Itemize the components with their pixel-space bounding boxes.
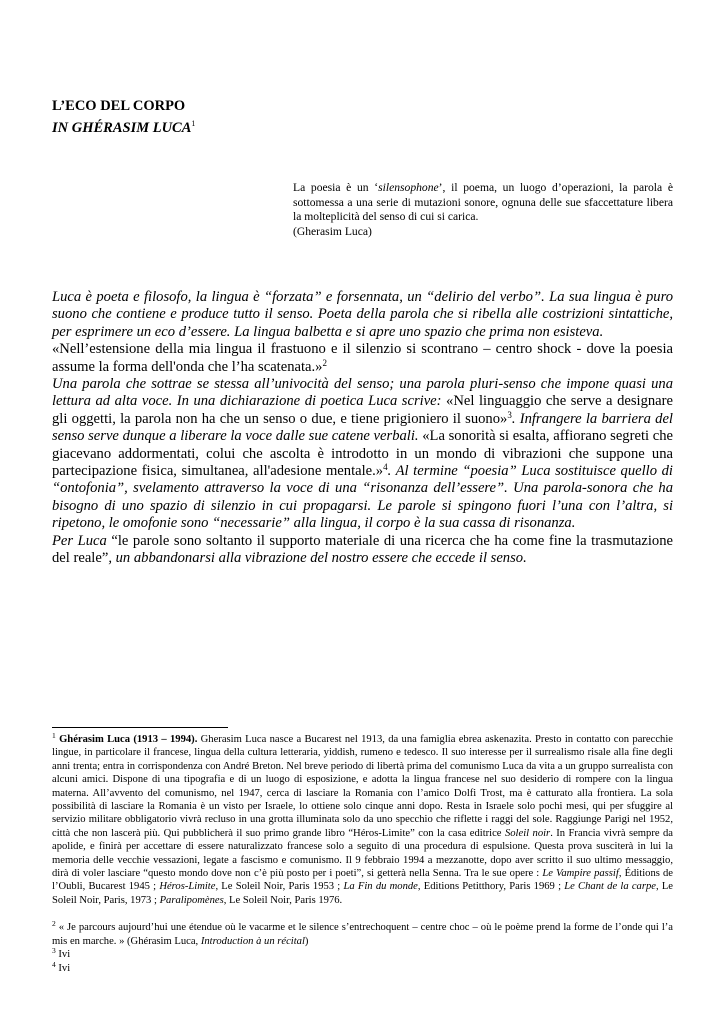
paragraph-3-c: . Infrangere la barriera del senso serve dunque a liberare la voce dalle sue catene verbali.: [52, 410, 673, 445]
footnote-3: [52, 948, 673, 961]
article-title: [52, 97, 195, 137]
paragraph-3-quote-1: «Nel linguaggio che serve a designare gli oggetti, la parola non ha che un senso o due, e tiene prigioniero il suono»: [52, 393, 673, 427]
paragraph-1: Luca è poeta e filosofo, la lingua è “forzata” e forsennata, un “delirio del verbo”. La sua lingua è puro suono che contiene e produce tutto il senso. Poeta della parola che si ribella alle costrizioni sintattiche, per esprimere un eco d’essere. La lingua balbetta e si apre uno spazio che prima non esisteva.: [52, 289, 673, 340]
paragraph-4-quote: “le parole sono soltanto il supporto materiale di una ricerca che ha come fine la trasmutazione del reale”: [52, 532, 673, 567]
footnotes: [52, 733, 673, 975]
footnote-1-i3: Héros-Limite: [159, 881, 216, 893]
footnote-4-mark: 4: [52, 959, 56, 969]
paragraph-3-quote-2: «La sonorità si esalta, affiorano segreti che giacevano addormentati, colui che ascolta è introdotto in un mondo di vibrazioni che suppone una partecipazione fisica, simultanea, all'adesione mentale.»: [52, 428, 673, 480]
footnote-1-t1: Gherasim Luca nasce a Bucarest nel 1913, da una famiglia ebrea askenazita. Presto in contatto con parecchie lingue, in particolare il francese, lingua della cultura letteraria, yiddish, rumeno e tedesco. Il suo interesse per il surrealismo risale alla fine degli anni trenta; entra in corrispondenza con André Breton. Nel breve periodo di libertà prima del comunismo Luca da vita a un gruppo surrealista con alcuni amici. Dispone di una tipografia e di un luogo di esposizione, e adotta la lingua francese nel suo desiderio di rompere con la lingua materna. All’avvento del comunismo, nel 1947, cerca di lasciare la Romania con l’amico Dolfi Trost, ma è catturato alla frontiera. La sola possibilità di lasciare la Romania è un visto per Israele, lo ottiene solo cinque anni dopo. Resta in Israele solo pochi mesi, qui per sfuggire al servizio militare obbligatorio vivrà recluso in una grotta illuminata solo da uno specchio che riflette i raggi del sole. Raggiunge Parigi nel 1952, città che non lascerà più. Qui pubblicherà il suo primo grande libro “Héros-Limite” con la casa editrice: [52, 734, 673, 839]
title-line-1: L’ECO DEL CORPO: [52, 98, 186, 114]
epigraph: [293, 181, 673, 239]
epigraph-text-a: La poesia è un ‘: [293, 181, 379, 194]
footnote-1-t4: , Le Soleil Noir, Paris 1953 ;: [215, 881, 344, 893]
footnote-4: [52, 959, 673, 975]
footnote-1-i4: La Fin du monde: [343, 881, 418, 893]
footnote-1-i5: Le Chant de la carpe: [564, 881, 656, 893]
epigraph-attribution: (Gherasim Luca): [293, 224, 372, 238]
footnote-3-mark: 3: [52, 946, 56, 956]
footnote-1-i6: Paralipomènes: [159, 894, 224, 906]
epigraph-text-b: ’, il poema, un luogo d’operazioni, la parola è sottomessa a una serie di mutazioni sonore, ognuna delle sue sfaccettature libera la molteplicità del senso di cui si carica.: [293, 181, 673, 224]
footnote-2-text: « Je parcours aujourd’hui une étendue où le vacarme et le silence s’entrechoquent – centre choc – où le poème prend la forme de l’onde qui l’a mis en marche. » (Ghérasim Luca,: [52, 922, 673, 947]
footnote-2: [52, 921, 673, 948]
footnote-1-i2: Le Vampire passif: [542, 868, 619, 880]
footnote-2-italic: Introduction à un récital: [200, 935, 305, 947]
paragraph-2: [52, 341, 673, 376]
paragraph-4-a: Per Luca: [52, 532, 107, 549]
footnote-3-text: Ivi: [55, 949, 71, 961]
footnote-2-mark: 2: [52, 919, 56, 929]
paragraph-4-c: , un abbandonarsi alla vibrazione del nostro essere che eccede il senso.: [108, 550, 527, 567]
epigraph-text-italic: silensophone: [378, 181, 439, 194]
paragraph-3-a: Una parola che sottrae se stessa all’univocità del senso; una parola pluri-senso che impone quasi una lettura ad alta voce. In una dichiarazione di poetica Luca scrive:: [52, 376, 673, 410]
footnote-1-t6: , Le Soleil Noir, Paris, 1973 ;: [52, 881, 674, 906]
paragraph-3: [52, 376, 673, 533]
footnote-2-close: ): [304, 935, 309, 947]
footnote-ref-3[interactable]: 3: [507, 409, 512, 420]
footnote-4-text: Ivi: [55, 962, 71, 974]
footnote-ref-2[interactable]: 2: [322, 357, 327, 368]
title-line-2-text: IN GHÉRASIM LUCA: [52, 120, 192, 136]
paragraph-2-text: «Nell’estensione della mia lingua il frastuono e il silenzio si scontrano – centro shock - dove la poesia assume la forma dell'onda che l’ha scatenata.»: [52, 341, 673, 375]
footnote-1-mark: 1: [52, 731, 56, 740]
footnote-1-t5: , Editions Petitthory, Paris 1969 ;: [417, 881, 565, 893]
footnote-ref-1[interactable]: 1: [191, 119, 196, 128]
footnote-gap: [52, 907, 673, 921]
footnote-ref-4[interactable]: 4: [383, 462, 388, 473]
footnote-1-name: Ghérasim Luca (1913 – 1994).: [59, 734, 198, 745]
paragraph-4: [52, 533, 673, 568]
footnote-1-t3: , Éditions de l’Oubli, Bucarest 1945 ;: [52, 868, 673, 893]
footnote-1: [52, 733, 673, 907]
main-text: [52, 289, 673, 568]
title-line-2: [52, 115, 195, 137]
footnote-1-t7: , Le Soleil Noir, Paris 1976.: [223, 894, 343, 906]
footnote-divider: [52, 727, 228, 728]
footnote-1-t2: . In Francia vivrà sempre da apolide, e finirà per accettare di essere naturalizzato francese solo a seguito di una procedura di espulsione. Questa prova susciterà in lui la memoria delle vecchie vessazioni, legate a fascismo e comunismo. Il 9 febbraio 1994 a mezzanotte, dopo aver scritto il suo ultimo messaggio, dirà di voler lasciare “questo mondo dove non c’è più posto per i poeti”, si getterà nella Senna. Tra le sue opere :: [52, 827, 673, 880]
paragraph-3-e: . Al termine “poesia” Luca sostituisce quello di “ontofonia”, svelamento attraverso la voce di una “risonanza dell’essere”. Una parola-sonora che ha bisogno di uno spazio di silenzio in cui propagarsi. Le parole si spingono fuori l’una con l’altra, si ripetono, le omofonie sono “necessarie” alla lingua, il corpo è la sua cassa di risonanza.: [52, 463, 673, 532]
epigraph-text: [293, 181, 673, 225]
footnote-1-i1: Soleil noir: [504, 827, 551, 839]
